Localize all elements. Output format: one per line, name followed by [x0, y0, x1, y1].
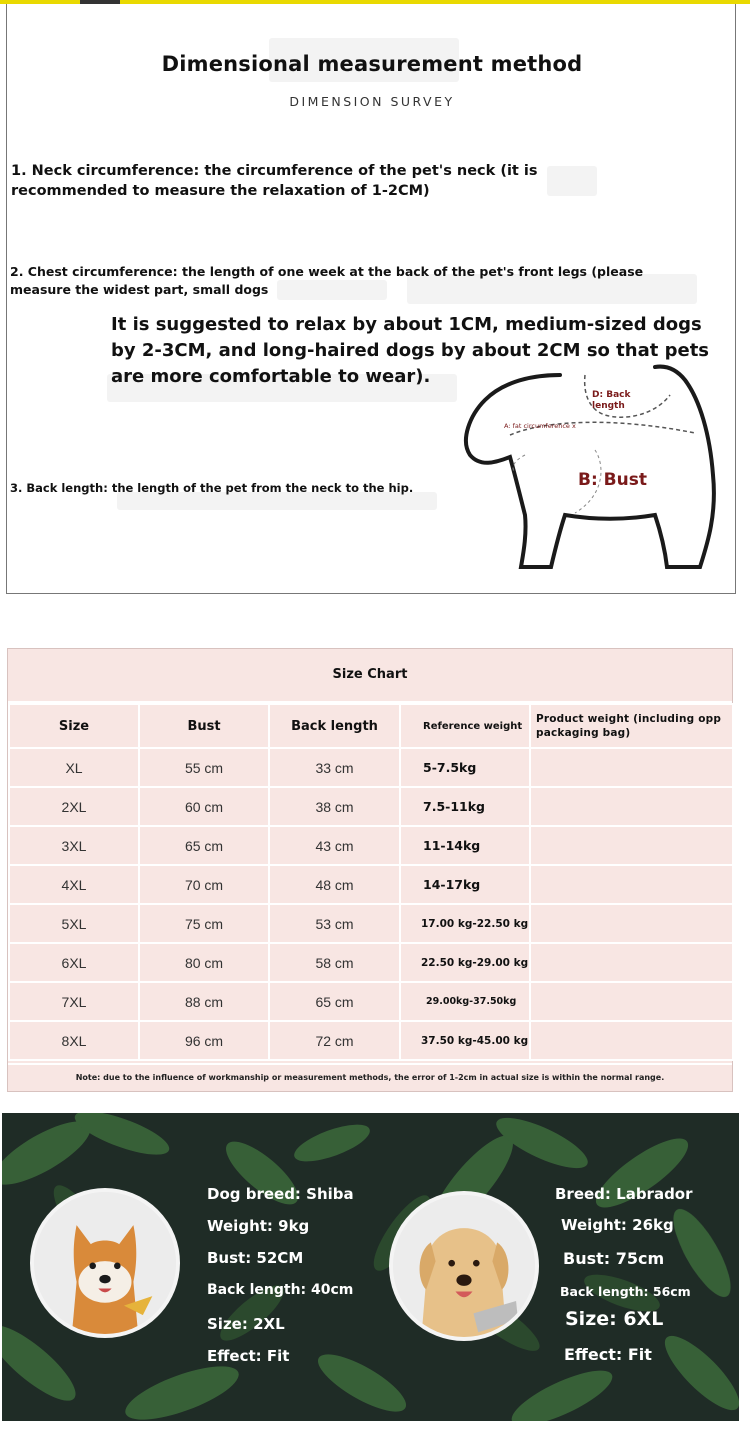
- shiba-back-length: Back length: 40cm: [207, 1282, 354, 1298]
- labrador-back-length: Back length: 56cm: [560, 1284, 691, 1299]
- cell-back: 43 cm: [269, 826, 400, 865]
- shiba-info: [207, 1185, 377, 1375]
- table-row: [9, 748, 733, 787]
- cell-bust: 65 cm: [139, 826, 269, 865]
- back-length-label: D: Back length: [592, 390, 631, 411]
- shiba-effect: Effect: Fit: [207, 1347, 290, 1365]
- cell-back: 53 cm: [269, 904, 400, 943]
- cell-bust: 60 cm: [139, 787, 269, 826]
- header-back-length: Back length: [269, 704, 400, 748]
- cell-weight: 14-17kg: [400, 865, 530, 904]
- dog-measure-diagram: [455, 355, 725, 570]
- table-row: [9, 982, 733, 1021]
- cell-weight: 5-7.5kg: [400, 748, 530, 787]
- cell-back: 65 cm: [269, 982, 400, 1021]
- cell-back: 58 cm: [269, 943, 400, 982]
- cell-size: 2XL: [9, 787, 139, 826]
- page-subtitle: DIMENSION SURVEY: [289, 94, 455, 109]
- cell-bust: 55 cm: [139, 748, 269, 787]
- cell-back: 48 cm: [269, 865, 400, 904]
- labrador-breed: Breed: Labrador: [555, 1185, 693, 1203]
- cell-product: [530, 904, 733, 943]
- shiba-weight: Weight: 9kg: [207, 1217, 310, 1235]
- table-row: [9, 826, 733, 865]
- cell-bust: 75 cm: [139, 904, 269, 943]
- cell-product: [530, 787, 733, 826]
- cell-size: 3XL: [9, 826, 139, 865]
- cell-size: 4XL: [9, 865, 139, 904]
- cell-product: [530, 826, 733, 865]
- cell-product: [530, 982, 733, 1021]
- labrador-size: Size: 6XL: [565, 1308, 664, 1330]
- table-row: [9, 1021, 733, 1060]
- table-row: [9, 943, 733, 982]
- cell-size: 8XL: [9, 1021, 139, 1060]
- cell-back: 38 cm: [269, 787, 400, 826]
- table-row: [9, 904, 733, 943]
- cell-weight: 22.50 kg-29.00 kg: [400, 943, 530, 982]
- cell-size: XL: [9, 748, 139, 787]
- cell-weight: 7.5-11kg: [400, 787, 530, 826]
- header-bust: Bust: [139, 704, 269, 748]
- table-header-row: [9, 704, 733, 748]
- size-table: [8, 703, 734, 1061]
- cell-weight: 17.00 kg-22.50 kg: [400, 904, 530, 943]
- cell-size: 6XL: [9, 943, 139, 982]
- bust-label: B: Bust: [578, 470, 647, 490]
- cell-bust: 70 cm: [139, 865, 269, 904]
- size-chart: [7, 648, 733, 1092]
- header-product-weight: Product weight (including opp packaging bag): [530, 704, 733, 748]
- shiba-breed: Dog breed: Shiba: [207, 1185, 354, 1203]
- cell-weight: 37.50 kg-45.00 kg: [400, 1021, 530, 1060]
- labrador-bust: Bust: 75cm: [563, 1249, 665, 1268]
- neck-instruction: 1. Neck circumference: the circumference of the pet's neck (it is recommended to measure the relaxation of 1-2CM): [11, 163, 538, 199]
- page-title: Dimensional measurement method: [161, 52, 583, 76]
- labrador-info: [555, 1185, 735, 1375]
- cell-bust: 80 cm: [139, 943, 269, 982]
- header-size: Size: [9, 704, 139, 748]
- shiba-photo: [30, 1188, 180, 1338]
- cell-bust: 88 cm: [139, 982, 269, 1021]
- labrador-effect: Effect: Fit: [564, 1345, 652, 1364]
- cell-product: [530, 1021, 733, 1060]
- cell-weight: 11-14kg: [400, 826, 530, 865]
- labrador-photo: [389, 1191, 539, 1341]
- fat-circumference-label: A: fat circumference x: [504, 422, 576, 430]
- header-reference-weight: Reference weight: [400, 704, 530, 748]
- size-chart-note: Note: due to the influence of workmanship or measurement methods, the error of 1-2cm in actual size is within the normal range.: [8, 1063, 732, 1091]
- cell-size: 7XL: [9, 982, 139, 1021]
- cell-bust: 96 cm: [139, 1021, 269, 1060]
- cell-back: 33 cm: [269, 748, 400, 787]
- size-chart-title: Size Chart: [8, 649, 732, 703]
- cell-product: [530, 748, 733, 787]
- table-row: [9, 787, 733, 826]
- cell-weight: 29.00kg-37.50kg: [400, 982, 530, 1021]
- labrador-weight: Weight: 26kg: [561, 1216, 674, 1234]
- chest-instruction: 2. Chest circumference: the length of one week at the back of the pet's front legs (please measure the widest part, small dogs: [10, 264, 644, 297]
- chest-note: It is suggested to relax by about 1CM, medium-sized dogs by 2-3CM, and long-haired dogs by about 2CM so that pets are more comfortable to wear).: [111, 314, 710, 387]
- fit-examples: [2, 1113, 739, 1421]
- shiba-size: Size: 2XL: [207, 1315, 285, 1333]
- cell-size: 5XL: [9, 904, 139, 943]
- cell-product: [530, 865, 733, 904]
- cell-product: [530, 943, 733, 982]
- table-row: [9, 865, 733, 904]
- shiba-bust: Bust: 52CM: [207, 1249, 304, 1267]
- back-instruction: 3. Back length: the length of the pet from the neck to the hip.: [10, 481, 414, 495]
- cell-back: 72 cm: [269, 1021, 400, 1060]
